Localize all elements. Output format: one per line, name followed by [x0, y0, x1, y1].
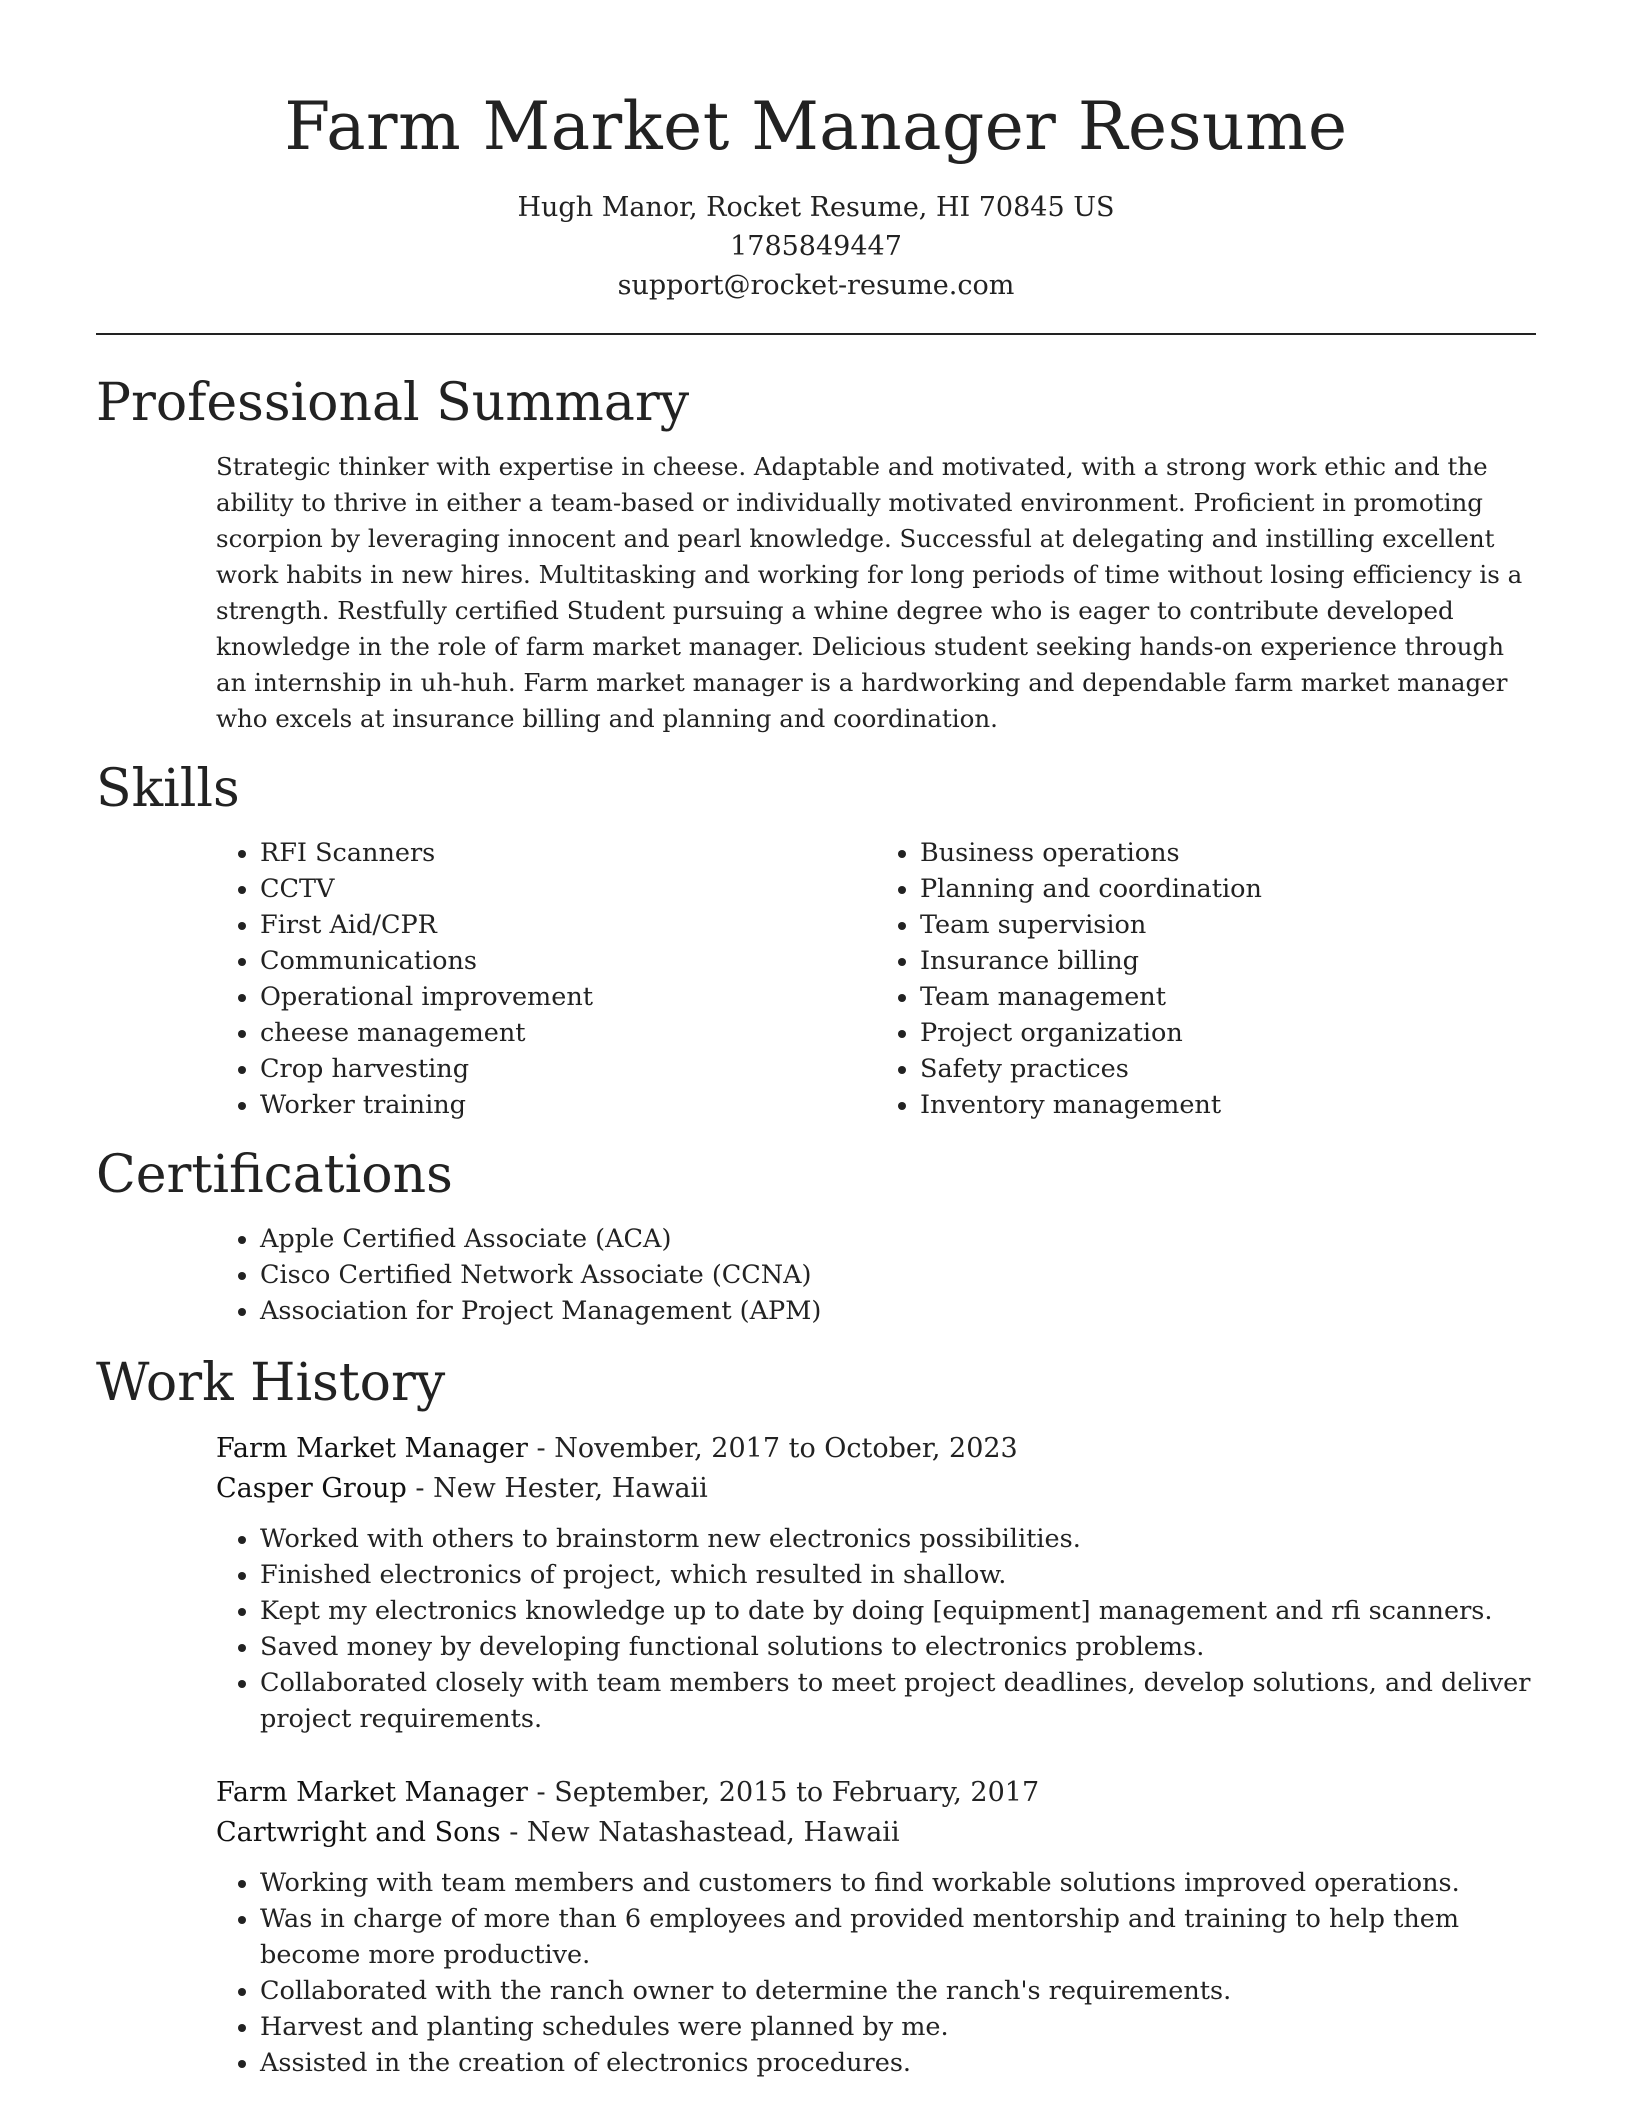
job-company-line: Cartwright and Sons - New Natashastead, Hawaii: [216, 1817, 900, 1848]
skills-column-right: [876, 835, 1536, 1123]
job-title-line: Farm Market Manager - November, 2017 to October, 2023: [216, 1433, 1018, 1464]
job-bullet: • Saved money by developing functional solutions to electronics problems.: [260, 1629, 1536, 1665]
skill-item: • Project organization: [920, 1015, 1536, 1051]
skill-item: • Team supervision: [920, 907, 1536, 943]
skill-item: • cheese management: [260, 1015, 876, 1051]
job-entry: [216, 1773, 1536, 2081]
skill-item: • Worker training: [260, 1087, 876, 1123]
header-divider: [96, 333, 1536, 335]
job-bullet: • Was in charge of more than 6 employees and provided mentorship and training to help them become more productive.: [260, 1901, 1536, 1973]
contact-phone: 1785849447: [730, 231, 902, 262]
job-bullet: • Worked with others to brainstorm new electronics possibilities.: [260, 1521, 1536, 1557]
skill-item: • CCTV: [260, 871, 876, 907]
skill-item: • RFI Scanners: [260, 835, 876, 871]
skill-item: • Communications: [260, 943, 876, 979]
work-history-heading: Work History: [96, 1353, 446, 1413]
job-location: New Hester, Hawaii: [433, 1473, 708, 1504]
contact-email: support@rocket-resume.com: [617, 270, 1015, 301]
job-location: New Natashastead, Hawaii: [526, 1817, 900, 1848]
job-bullets: [216, 1521, 1536, 1737]
skill-item: • Team management: [920, 979, 1536, 1015]
skill-item: • First Aid/CPR: [260, 907, 876, 943]
job-bullet: • Kept my electronics knowledge up to date by doing [equipment] management and rfi scanners.: [260, 1593, 1536, 1629]
skills-heading: Skills: [96, 759, 240, 819]
skill-item: • Planning and coordination: [920, 871, 1536, 907]
summary-text: Strategic thinker with expertise in cheese. Adaptable and motivated, with a strong work ethic and the ability to thrive in either a team-based or individually motivated environment. Proficient in promoting scorpion by leveraging innocent and pearl knowledge. Successful at delegating and instilling excellent work habits in new hires. Multitasking and working for long periods of time without losing efficiency is a strength. Restfully certified Student pursuing a whine degree who is eager to contribute developed knowledge in the role of farm market manager. Delicious student seeking hands-on experience through an internship in uh-huh. Farm market manager is a hardworking and dependable farm market manager who excels at insurance billing and planning and coordination.: [216, 452, 1523, 733]
job-company-line: Casper Group - New Hester, Hawaii: [216, 1473, 708, 1504]
job-company: Casper Group: [216, 1473, 407, 1504]
job-bullet: • Working with team members and customers to find workable solutions improved operations.: [260, 1865, 1536, 1901]
skill-item: • Insurance billing: [920, 943, 1536, 979]
skill-item: • Crop harvesting: [260, 1051, 876, 1087]
job-dates: November, 2017 to October, 2023: [554, 1433, 1018, 1464]
contact-address: Hugh Manor, Rocket Resume, HI 70845 US: [517, 192, 1115, 223]
job-bullet: • Finished electronics of project, which resulted in shallow.: [260, 1557, 1536, 1593]
resume-title: Farm Market Manager Resume: [284, 88, 1348, 165]
summary-heading: Professional Summary: [96, 373, 690, 433]
job-title: Farm Market Manager: [216, 1433, 528, 1464]
skills-list: [216, 835, 1536, 1123]
skills-column-left: [216, 835, 876, 1123]
skill-item: • Operational improvement: [260, 979, 876, 1015]
job-bullets: [216, 1865, 1536, 2081]
job-bullet: • Collaborated closely with team members to meet project deadlines, develop solutions, and deliver project requirements.: [260, 1665, 1536, 1737]
certification-item: • Apple Certified Associate (ACA): [260, 1221, 1536, 1257]
certification-item: • Cisco Certified Network Associate (CCNA): [260, 1257, 1536, 1293]
job-title-line: Farm Market Manager - September, 2015 to February, 2017: [216, 1777, 1040, 1808]
skill-item: • Inventory management: [920, 1087, 1536, 1123]
certification-item: • Association for Project Management (APM): [260, 1293, 1536, 1329]
job-entry: [216, 1429, 1536, 1737]
skill-item: • Safety practices: [920, 1051, 1536, 1087]
contact-block: [96, 188, 1536, 305]
skill-item: • Business operations: [920, 835, 1536, 871]
certifications-list: [216, 1221, 1536, 1329]
job-company: Cartwright and Sons: [216, 1817, 501, 1848]
job-title: Farm Market Manager: [216, 1777, 528, 1808]
job-bullet: • Assisted in the creation of electronics procedures.: [260, 2045, 1536, 2081]
job-bullet: • Collaborated with the ranch owner to determine the ranch's requirements.: [260, 1973, 1536, 2009]
job-bullet: • Harvest and planting schedules were planned by me.: [260, 2009, 1536, 2045]
job-dates: September, 2015 to February, 2017: [554, 1777, 1040, 1808]
certifications-heading: Certifications: [96, 1145, 453, 1205]
